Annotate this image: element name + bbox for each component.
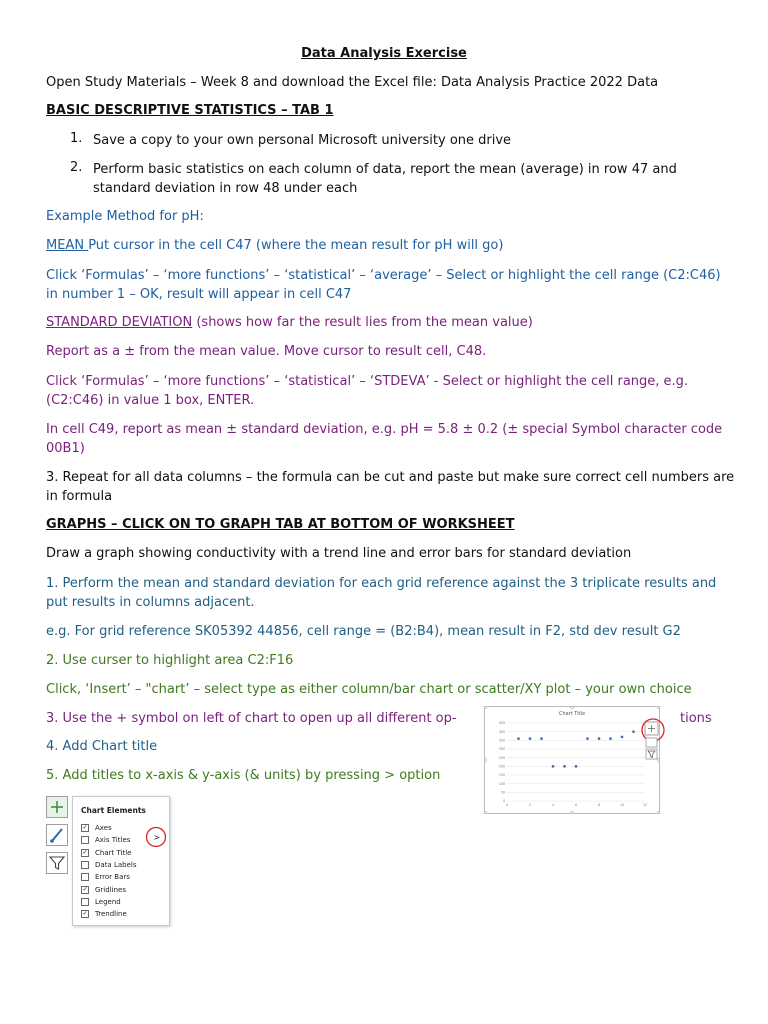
example-method: Example Method for pH: [46,209,204,224]
chart-side-buttons [640,714,680,764]
chart-element-option[interactable] [81,823,112,833]
mean-label: MEAN [46,238,89,253]
option-label: Gridlines [95,885,126,894]
resize-handle [657,707,659,709]
x-tick-label: 8 [597,803,601,807]
y-tick-label: 300 [498,747,505,752]
intro-line: Open Study Materials – Week 8 and download the Excel file: Data Analysis Practice 2022 Data [46,75,659,90]
chart-elements-panel [72,796,170,926]
option-label: Axes [95,824,112,832]
chart-title: Chart Title [558,711,586,717]
x-tick-label: 10 [619,803,625,807]
x-tick-label: 4 [551,803,555,807]
mean-click-instruction: Click ‘Formulas’ – ‘more functions’ – ‘statistical’ – ‘average’ – Select or highlight the cell range (C2:C46) in number 1 – OK, result will appear in cell C47 [46,268,721,302]
example-chart-screenshot [484,706,660,814]
axis-titles-arrow-highlight [143,824,173,850]
panel-title: Chart Elements [81,806,146,815]
list1-item-1: Save a copy to your own personal Microsoft university one drive [93,133,512,148]
resize-handle [570,811,573,813]
paintbrush-icon [47,825,67,845]
sd-label: STANDARD DEVIATION [46,315,193,330]
graph-intro: Draw a graph showing conductivity with a trend line and error bars for standard deviation [46,546,632,561]
x-tick-label: 6 [574,803,578,807]
axis-titles-arrow-icon[interactable]: > [153,833,161,842]
chart-element-option[interactable] [81,860,136,870]
resize-handle [657,811,659,813]
data-point [598,737,601,740]
resize-handle [485,707,487,709]
option-label: Data Labels [95,860,137,869]
y-tick-label: 450 [498,721,505,726]
data-point [609,737,612,740]
data-point [563,765,566,768]
y-tick-label: 100 [498,781,505,786]
data-point [575,765,578,768]
chart-plot [485,707,659,813]
chart-button-strip [46,796,70,880]
y-tick-label: 150 [498,773,505,778]
option-label: Error Bars [95,873,130,882]
checkbox-empty-icon[interactable] [81,836,89,844]
chart-elements-button[interactable] [46,796,68,818]
data-point [586,737,589,740]
option-label: Axis Titles [95,836,131,845]
x-tick-label: 0 [505,803,509,807]
filter-icon[interactable] [646,749,657,759]
funnel-icon [47,853,67,873]
graph-step-1-example: e.g. For grid reference SK05392 44856, cell range = (B2:B4), mean result in F2, std dev result G2 [46,624,681,639]
chart-element-option[interactable] [81,885,126,895]
checkbox-empty-icon[interactable] [81,898,89,906]
data-point [621,736,624,739]
chart-filters-button[interactable] [46,852,68,874]
graph-step-3-end: tions [680,711,712,726]
option-label: Legend [95,897,121,906]
mean-line [46,237,503,255]
list1-num-2: 2. [70,160,83,175]
c49-instruction: In cell C49, report as mean ± standard deviation, e.g. pH = 5.8 ± 0.2 (± special Symbol character code 00B1) [46,422,723,456]
y-tick-label: 200 [498,764,505,769]
data-point [552,765,555,768]
document-title: Data Analysis Exercise [301,46,467,61]
y-tick-label: 250 [498,755,505,760]
data-point [632,730,635,733]
chart-element-option[interactable] [81,835,130,845]
data-point [540,737,543,740]
mean-text: Put cursor in the cell C47 (where the mean result for pH will go) [88,238,504,253]
x-tick-label: 2 [528,803,532,807]
resize-handle [485,811,487,813]
option-label: Trendline [95,910,127,919]
chart-styles-button[interactable] [46,824,68,846]
checkbox-checked-icon[interactable]: ✓ [82,824,88,831]
sd-line [46,314,533,332]
checkbox-checked-icon[interactable]: ✓ [82,910,88,918]
graph-step-5: 5. Add titles to x-axis & y-axis (& units) by pressing > option [46,768,441,783]
x-tick-label: 12 [642,803,648,807]
y-tick-label: 400 [498,729,505,734]
checkbox-checked-icon[interactable]: ✓ [82,885,88,893]
checkbox-empty-icon[interactable] [81,861,89,869]
resize-handle [485,758,487,761]
resize-handle [570,707,573,709]
chart-element-option[interactable] [81,897,121,907]
sd-text: (shows how far the result lies from the mean value) [192,315,533,330]
y-tick-label: 350 [498,738,505,743]
y-tick-label: 0 [502,799,505,804]
sd-click-instruction: Click ‘Formulas’ – ‘more functions’ – ‘statistical’ – ‘STDEVA’ - Select or highlight the cell range, e.g. (C2:C46) in value 1 box, ENTER. [46,374,689,408]
plus-icon [47,797,67,817]
graph-step-4: 4. Add Chart title [46,739,158,754]
chart-element-option[interactable] [81,848,131,858]
checkbox-empty-icon[interactable] [81,873,89,881]
y-tick-label: 50 [500,790,505,795]
sd-report: Report as a ± from the mean value. Move cursor to result cell, C48. [46,344,487,359]
graph-step-2-click: Click, ‘Insert’ – "chart’ – select type as either column/bar chart or scatter/XY plot – your own choice [46,682,692,697]
graph-step-2: 2. Use curser to highlight area C2:F16 [46,653,294,668]
list1-num-1: 1. [70,131,83,146]
data-point [529,737,532,740]
section1-heading: BASIC DESCRIPTIVE STATISTICS – TAB 1 [46,103,334,118]
graph-step-3: 3. Use the + symbol on left of chart to open up all different op- [46,711,457,726]
option-label: Chart Title [95,848,132,857]
brush-icon[interactable] [646,738,657,747]
chart-element-option[interactable] [81,872,130,882]
repeat-instruction: 3. Repeat for all data columns – the formula can be cut and paste but make sure correct cell numbers are in formula [46,470,735,504]
checkbox-checked-icon[interactable]: ✓ [82,848,88,856]
chart-element-option[interactable] [81,909,127,919]
data-point [517,737,520,740]
graph-step-1: 1. Perform the mean and standard deviation for each grid reference against the 3 triplicate results and put results in columns adjacent. [46,576,717,610]
section2-heading: GRAPHS – CLICK ON TO GRAPH TAB AT BOTTOM OF WORKSHEET [46,517,515,532]
list1-item-2: Perform basic statistics on each column of data, report the mean (average) in row 47 and standard deviation in row 48 under each [93,162,677,196]
